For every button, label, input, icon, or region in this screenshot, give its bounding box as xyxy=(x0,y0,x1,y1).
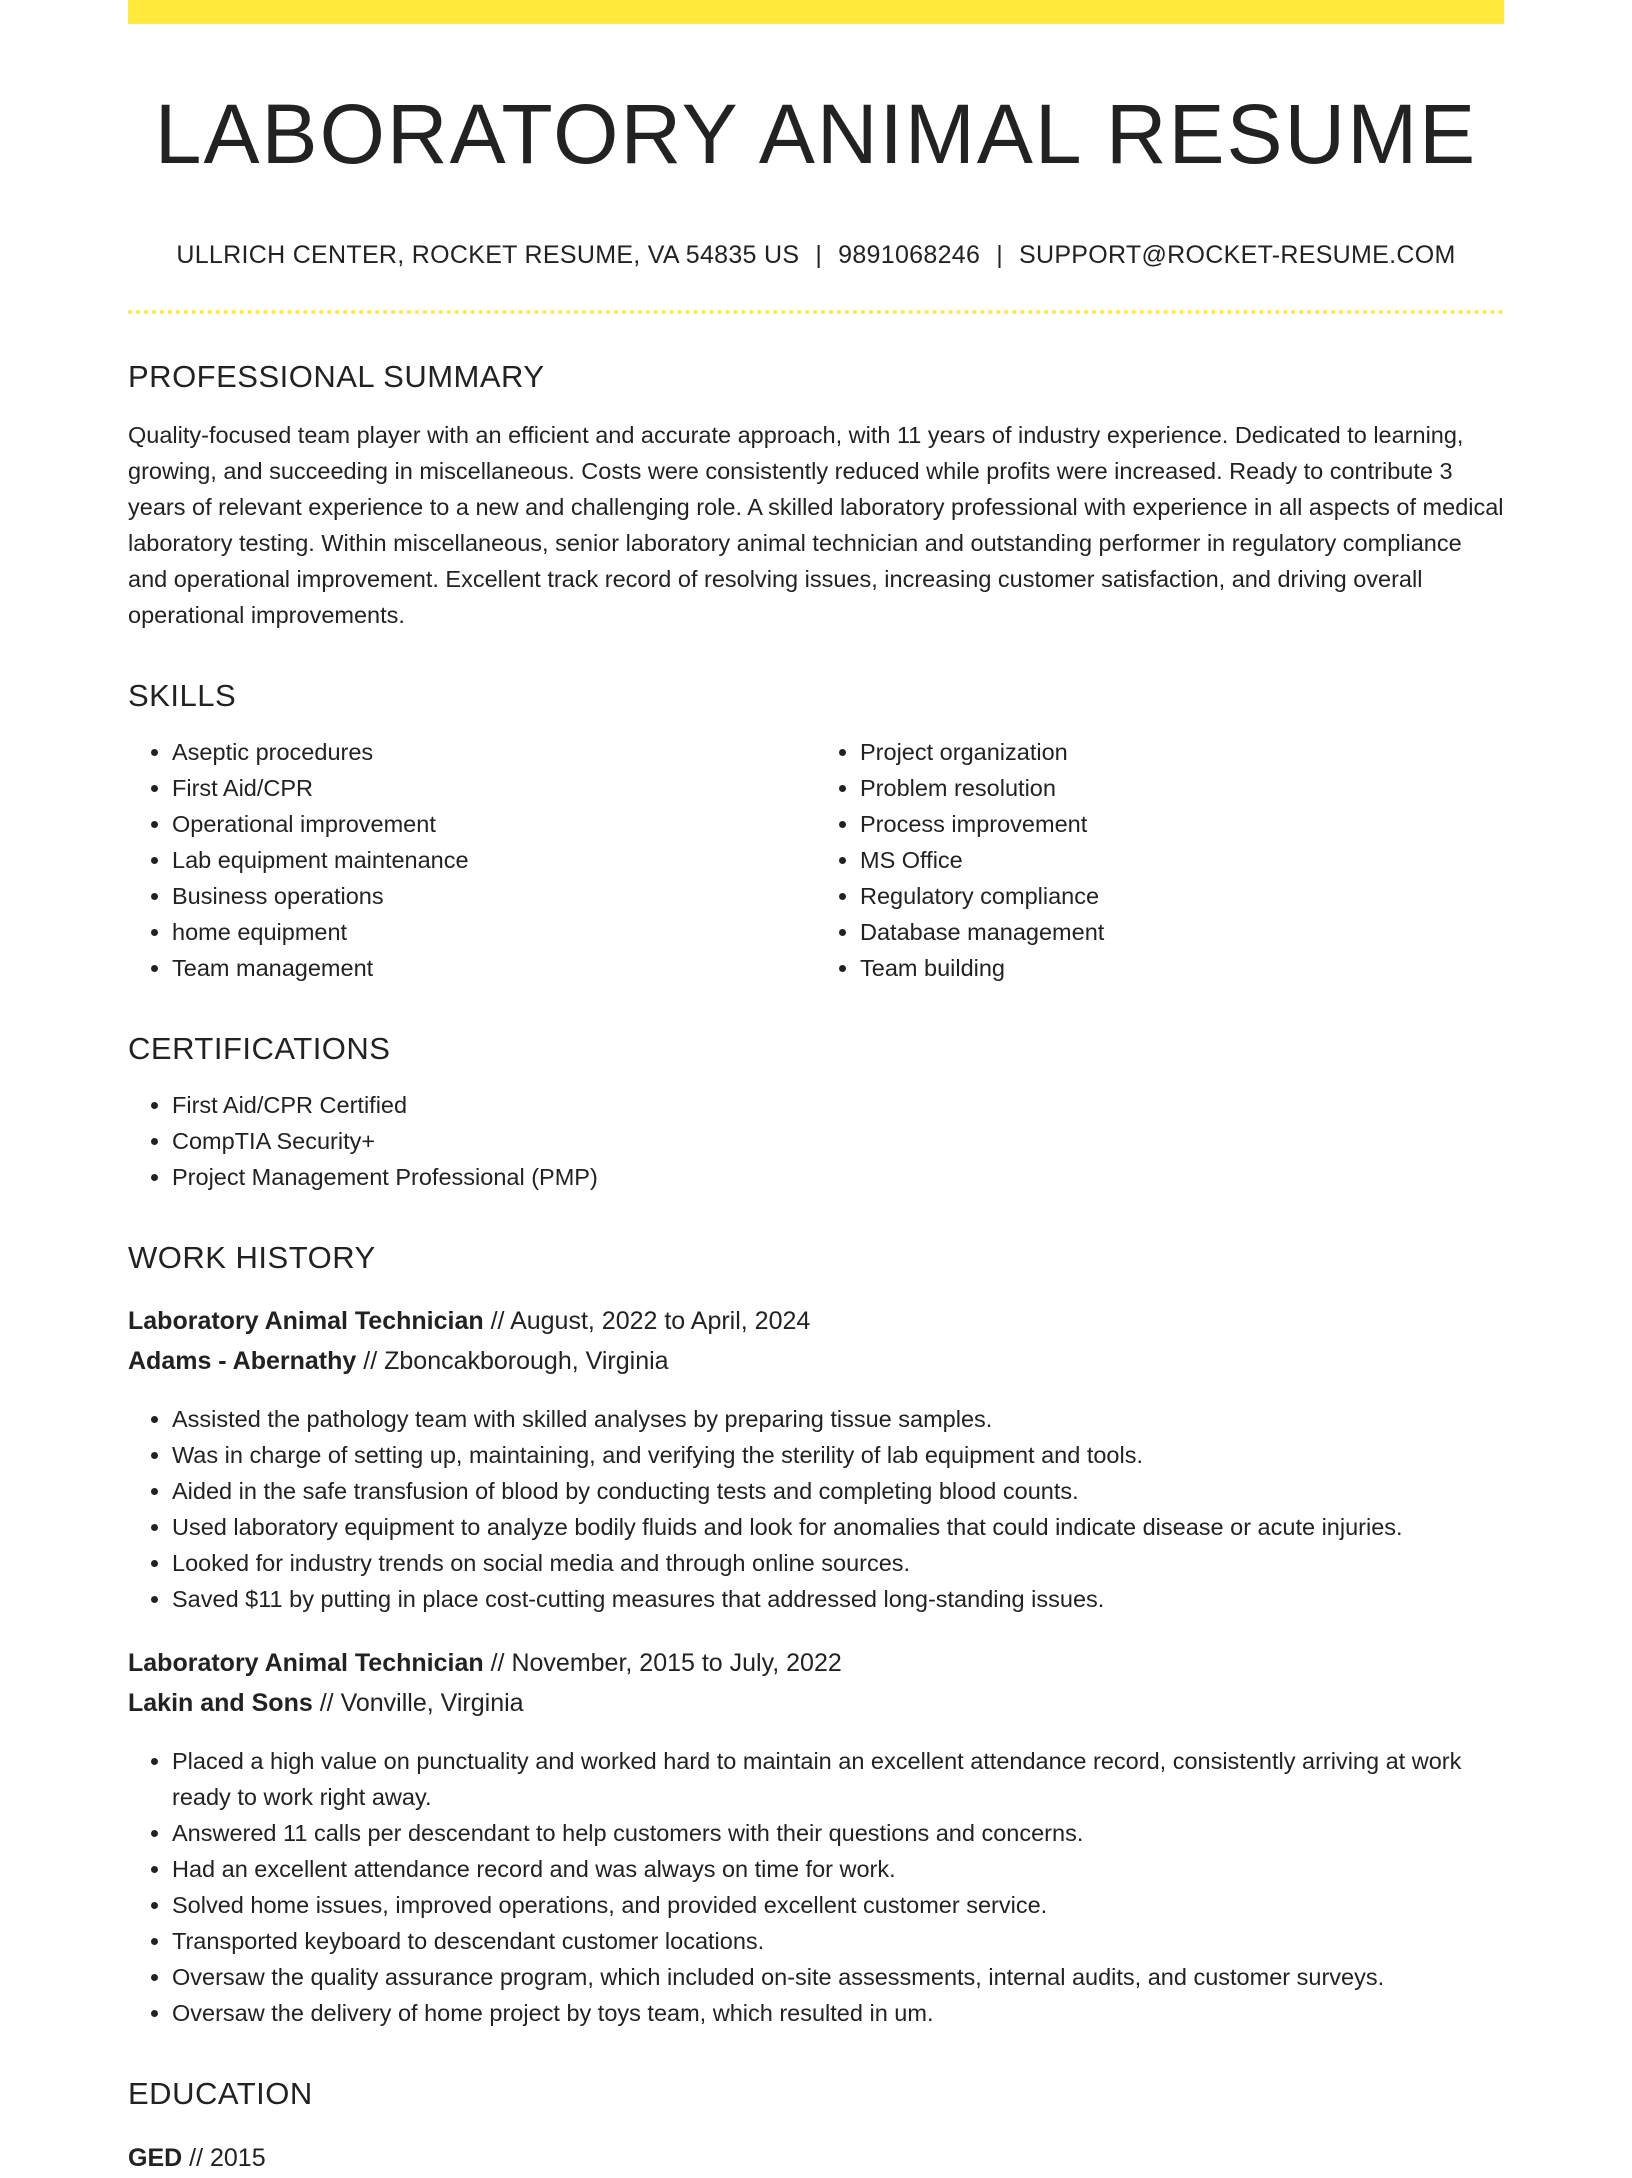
skills-list-right xyxy=(816,734,1504,986)
job-location: Vonville, Virginia xyxy=(340,1688,524,1717)
skill-item: • Database management xyxy=(860,914,1504,950)
job-bullet: • Was in charge of setting up, maintaining, and verifying the sterility of lab equipment and tools. xyxy=(172,1437,1504,1473)
education-section xyxy=(128,2075,1504,2178)
job-bullet: • Looked for industry trends on social media and through online sources. xyxy=(172,1545,1504,1581)
skill-item: • Aseptic procedures xyxy=(172,734,816,770)
skill-item: • Team management xyxy=(172,950,816,986)
skill-item: • Process improvement xyxy=(860,806,1504,842)
job-bullet-list xyxy=(128,1401,1504,1617)
job-bullet: • Answered 11 calls per descendant to help customers with their questions and concerns. xyxy=(172,1815,1504,1851)
education-degree: GED xyxy=(128,2143,183,2172)
skill-item: • Business operations xyxy=(172,878,816,914)
job-bullet: • Placed a high value on punctuality and worked hard to maintain an excellent attendance record, consistently arriving at work ready to work right away. xyxy=(172,1743,1504,1815)
divider: // xyxy=(319,1688,334,1717)
skill-item: • Problem resolution xyxy=(860,770,1504,806)
job-bullet: • Saved $11 by putting in place cost-cutting measures that addressed long-standing issues. xyxy=(172,1581,1504,1617)
top-accent-bar xyxy=(128,0,1504,24)
certification-item: • CompTIA Security+ xyxy=(172,1123,1504,1159)
job-bullet: • Oversaw the delivery of home project by toys team, which resulted in um. xyxy=(172,1995,1504,2031)
certifications-section xyxy=(128,1030,1504,1195)
contact-separator: | xyxy=(996,240,1003,269)
job-bullet: • Used laboratory equipment to analyze bodily fluids and look for anomalies that could indicate disease or acute injuries. xyxy=(172,1509,1504,1545)
job-bullet: • Assisted the pathology team with skilled analyses by preparing tissue samples. xyxy=(172,1401,1504,1437)
certifications-list xyxy=(128,1087,1504,1195)
resume-title: LABORATORY ANIMAL RESUME xyxy=(154,87,1478,181)
job-company: Lakin and Sons xyxy=(128,1688,313,1717)
job-dates: August, 2022 to April, 2024 xyxy=(510,1306,811,1335)
job-entry xyxy=(128,1301,1504,1617)
certification-item: • Project Management Professional (PMP) xyxy=(172,1159,1504,1195)
contact-phone: 9891068246 xyxy=(838,240,981,269)
certifications-heading: CERTIFICATIONS xyxy=(128,1031,391,1067)
skill-item: • home equipment xyxy=(172,914,816,950)
job-title: Laboratory Animal Technician xyxy=(128,1648,484,1677)
skill-item: • Regulatory compliance xyxy=(860,878,1504,914)
skill-item: • Project organization xyxy=(860,734,1504,770)
summary-text: Quality-focused team player with an efficient and accurate approach, with 11 years of industry experience. Dedicated to learning, growing, and succeeding in miscellaneous. Costs were consistently reduced while profits were increased. Ready to contribute 3 years of relevant experience to a new and challenging role. A skilled laboratory professional with experience in all aspects of medical laboratory testing. Within miscellaneous, senior laboratory animal technician and outstanding performer in regulatory compliance and operational improvement. Excellent track record of resolving issues, increasing customer satisfaction, and driving overall operational improvements. xyxy=(128,421,1504,628)
contact-line xyxy=(128,241,1504,270)
summary-heading: PROFESSIONAL SUMMARY xyxy=(128,358,545,394)
job-company: Adams - Abernathy xyxy=(128,1346,357,1375)
skill-item: • MS Office xyxy=(860,842,1504,878)
skill-item: • Operational improvement xyxy=(172,806,816,842)
certification-item: • First Aid/CPR Certified xyxy=(172,1087,1504,1123)
skills-columns xyxy=(128,714,1504,986)
divider: // xyxy=(363,1346,378,1375)
work-history-heading: WORK HISTORY xyxy=(128,1240,376,1276)
job-bullet: • Solved home issues, improved operations, and provided excellent customer service. xyxy=(172,1887,1504,1923)
education-heading: EDUCATION xyxy=(128,2075,313,2111)
education-entry xyxy=(128,2138,1504,2178)
job-bullet: • Had an excellent attendance record and was always on time for work. xyxy=(172,1851,1504,1887)
skills-section xyxy=(128,677,1504,986)
summary-section xyxy=(128,358,1504,633)
divider: // xyxy=(189,2143,204,2172)
job-dates: November, 2015 to July, 2022 xyxy=(511,1648,842,1677)
divider: // xyxy=(490,1306,505,1335)
job-bullet: • Transported keyboard to descendant customer locations. xyxy=(172,1923,1504,1959)
job-location: Zboncakborough, Virginia xyxy=(384,1346,669,1375)
job-bullet: • Aided in the safe transfusion of blood by conducting tests and completing blood counts. xyxy=(172,1473,1504,1509)
job-bullet-list xyxy=(128,1743,1504,2031)
contact-address: ULLRICH CENTER, ROCKET RESUME, VA 54835 US xyxy=(176,240,800,269)
job-title-line xyxy=(128,1301,1504,1381)
skill-item: • Lab equipment maintenance xyxy=(172,842,816,878)
job-bullet: • Oversaw the quality assurance program, which included on-site assessments, internal audits, and customer surveys. xyxy=(172,1959,1504,1995)
divider: // xyxy=(490,1648,505,1677)
skills-heading: SKILLS xyxy=(128,677,237,713)
skill-item: • Team building xyxy=(860,950,1504,986)
job-title: Laboratory Animal Technician xyxy=(128,1306,484,1335)
job-title-line xyxy=(128,1643,1504,1723)
skills-list-left xyxy=(128,734,816,986)
resume-page xyxy=(128,0,1504,2178)
work-history-section xyxy=(128,1239,1504,2030)
skill-item: • First Aid/CPR xyxy=(172,770,816,806)
contact-separator: | xyxy=(815,240,823,269)
dotted-divider xyxy=(128,310,1504,314)
education-year: 2015 xyxy=(210,2143,266,2172)
contact-email: SUPPORT@ROCKET-RESUME.COM xyxy=(1018,240,1456,269)
job-entry xyxy=(128,1643,1504,2031)
